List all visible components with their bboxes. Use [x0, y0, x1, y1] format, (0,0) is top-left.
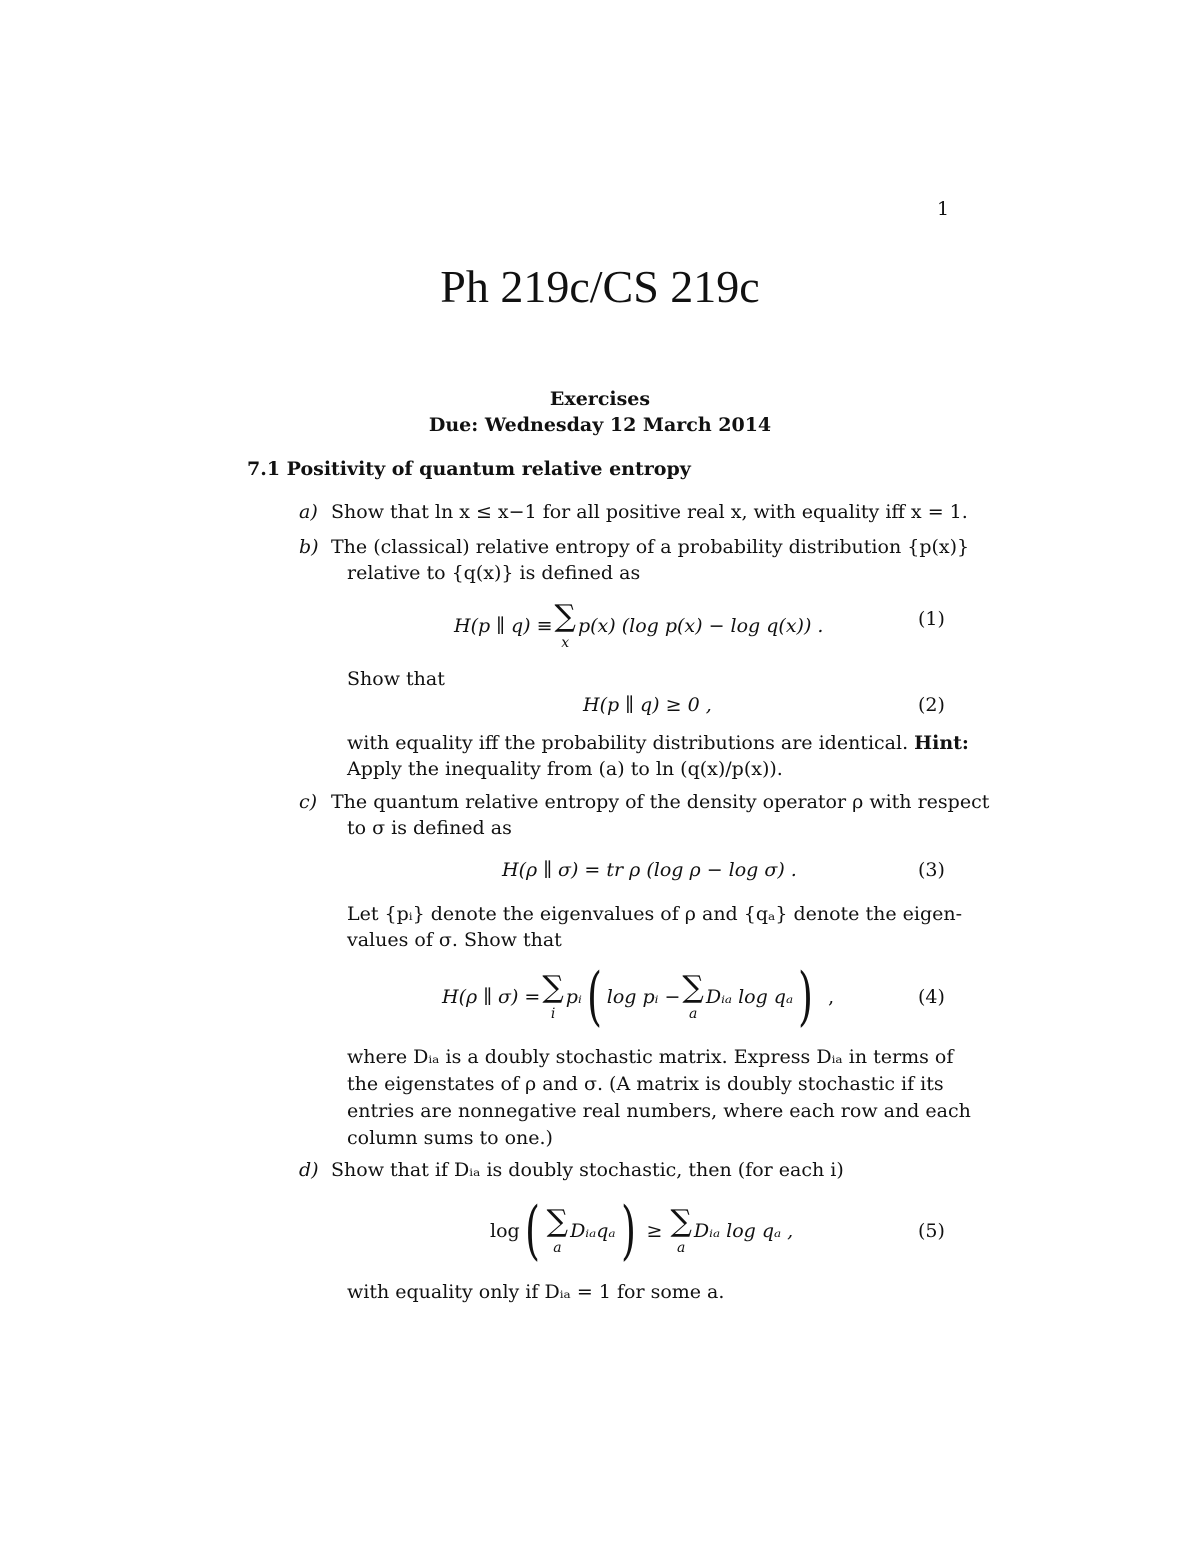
equation-4-number: (4): [918, 986, 945, 1008]
item-d-after: with equality only if Dᵢₐ = 1 for some a.: [347, 1281, 725, 1303]
eq5-sum-a2: [670, 1204, 692, 1256]
item-c-where1: where Dᵢₐ is a doubly stochastic matrix. Express Dᵢₐ in terms of: [347, 1046, 954, 1068]
equation-5-number: (5): [918, 1220, 945, 1242]
item-c-let2: values of σ. Show that: [347, 929, 562, 951]
item-b-after-text: with equality iff the probability distributions are identical.: [347, 732, 915, 754]
item-c-where3: entries are nonnegative real numbers, where each row and each: [347, 1100, 971, 1122]
item-c-where2: the eigenstates of ρ and σ. (A matrix is doubly stochastic if its: [347, 1073, 944, 1095]
item-c-line2: to σ is defined as: [347, 817, 512, 839]
item-c-where4: column sums to one.): [347, 1127, 553, 1149]
item-b-line2: relative to {q(x)} is defined as: [347, 562, 641, 584]
section-title: 7.1 Positivity of quantum relative entropy: [247, 458, 691, 480]
equation-1-number: (1): [918, 608, 945, 630]
sum-symbol: ∑: [542, 970, 564, 1005]
left-paren: (: [586, 960, 602, 1034]
eq4-inner2: Dᵢₐ log qₐ: [705, 986, 794, 1008]
sum-symbol: ∑: [546, 1204, 569, 1239]
eq4-sum-i-index: i: [550, 1006, 556, 1022]
item-a-label: a): [299, 501, 318, 523]
item-d-text: Show that if Dᵢₐ is doubly stochastic, then (for each i): [331, 1159, 844, 1181]
sum-symbol: ∑: [682, 970, 704, 1005]
item-b-label: b): [299, 536, 319, 558]
item-a-text: Show that ln x ≤ x−1 for all positive real x, with equality iff x = 1.: [331, 501, 968, 523]
eq1-sum-index: x: [561, 635, 570, 651]
eq1-rhs: p(x) (log p(x) − log q(x)) .: [577, 615, 824, 637]
eq5-sum-a-index: a: [553, 1240, 562, 1256]
item-c-label: c): [299, 791, 318, 813]
page-title: Ph 219c/CS 219c: [440, 261, 760, 312]
item-c-let1: Let {pᵢ} denote the eigenvalues of ρ and {qₐ} denote the eigen-: [347, 903, 963, 925]
item-b-show: Show that: [347, 668, 445, 690]
eq5-sum-a2-index: a: [677, 1240, 686, 1256]
equation-2-number: (2): [918, 694, 945, 716]
eq4-sum-a-index: a: [688, 1006, 698, 1022]
eq5-sum-a: [546, 1204, 569, 1256]
page-number: 1: [937, 198, 950, 220]
item-d-label: d): [299, 1159, 319, 1181]
item-c-line1: The quantum relative entropy of the density operator ρ with respect: [331, 791, 990, 813]
equation-3: H(ρ ∥ σ) = tr ρ (log ρ − log σ) .: [502, 859, 797, 881]
equation-3-number: (3): [918, 859, 945, 881]
eq5-log: log: [490, 1220, 520, 1242]
item-b-line1: The (classical) relative entropy of a probability distribution {p(x)}: [331, 536, 970, 558]
item-b-after: [347, 730, 969, 756]
right-paren: ): [620, 1194, 636, 1268]
eq5-geq: ≥: [646, 1220, 663, 1242]
right-paren: ): [798, 960, 814, 1034]
eq4-tail: ,: [828, 986, 835, 1008]
item-b-after2: Apply the inequality from (a) to ln (q(x)/p(x)).: [347, 758, 783, 780]
eq1-sum: [554, 599, 576, 651]
eq5-inner: Dᵢₐqₐ: [570, 1220, 616, 1242]
equation-2: H(p ∥ q) ≥ 0 ,: [583, 694, 712, 716]
exercises-heading: Exercises: [549, 388, 651, 410]
equation-4: [442, 962, 834, 1032]
eq4-lhs: H(ρ ∥ σ) =: [442, 986, 541, 1008]
hint-label: Hint:: [914, 732, 969, 754]
left-paren: (: [524, 1194, 540, 1268]
due-date: Due: Wednesday 12 March 2014: [428, 414, 772, 436]
equation-5: [490, 1196, 793, 1266]
eq4-inner1: log pᵢ −: [606, 986, 681, 1008]
equation-1: [454, 598, 823, 654]
eq4-sum-i: [542, 970, 564, 1022]
eq1-lhs: H(p ∥ q) ≡: [454, 615, 553, 637]
eq4-pi: pᵢ: [565, 986, 582, 1008]
sum-symbol: ∑: [670, 1204, 692, 1239]
eq5-rhs: Dᵢₐ log qₐ ,: [693, 1220, 794, 1242]
sum-symbol: ∑: [554, 599, 576, 634]
eq4-sum-a: [682, 970, 704, 1022]
